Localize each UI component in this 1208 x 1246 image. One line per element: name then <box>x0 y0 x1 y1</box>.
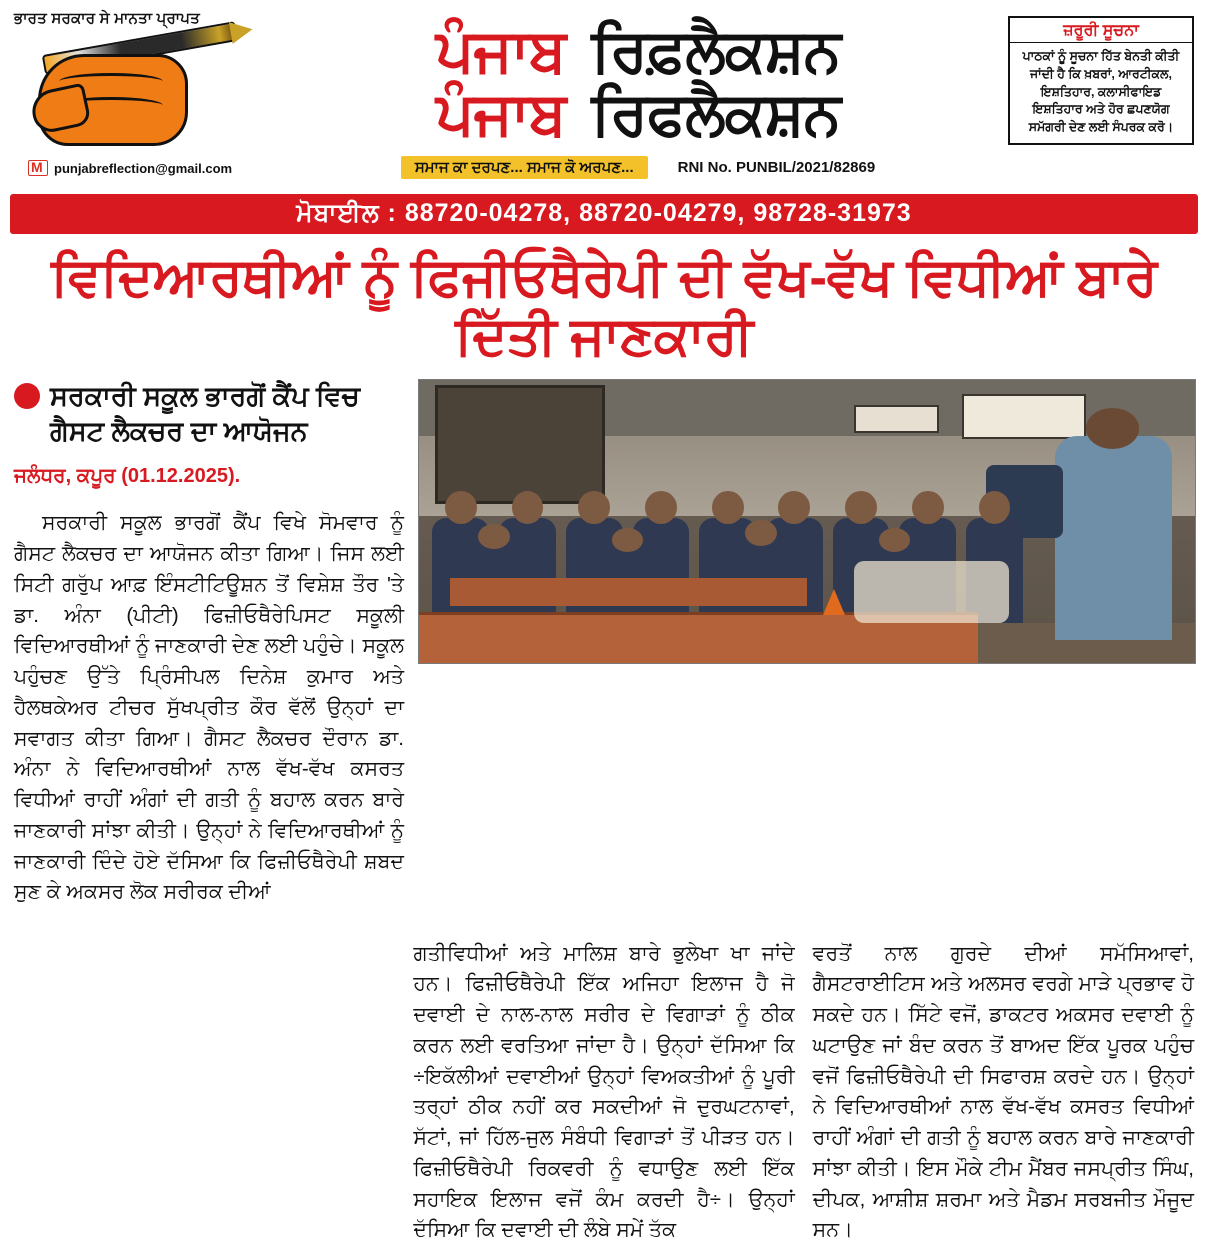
article-paragraph-1: ਸਰਕਾਰੀ ਸਕੂਲ ਭਾਰਗੋਂ ਕੈਂਪ ਵਿਖੇ ਸੋਮਵਾਰ ਨੂੰ ਗੈਸਟ ਲੈਕਚਰ ਦਾ ਆਯੋਜਨ ਕੀਤਾ ਗਿਆ। ਜਿਸ ਲਈ ਸਿਟੀ ਗਰੁੱਪ ਆਫ਼ ਇੰਸਟੀਟਿਊਸ਼ਨ ਤੋਂ ਵਿਸ਼ੇਸ਼ ਤੌਰ 'ਤੇ ਡਾ. ਅੰਨਾ (ਪੀਟੀ) ਫਿਜ਼ੀਓਥੈਰੇਪਿਸਟ ਸਕੂਲੀ ਵਿਦਿਆਰਥੀਆਂ ਨੂੰ ਜਾਣਕਾਰੀ ਦੇਣ ਲਈ ਪਹੁੰਚੇ। ਸਕੂਲ ਪਹੁੰਚਣ ਉੱਤੇ ਪ੍ਰਿੰਸੀਪਲ ਦਿਨੇਸ਼ ਕੁਮਾਰ ਅਤੇ ਹੈਲਥਕੇਅਰ ਟੀਚਰ ਸੁੱਖਪ੍ਰੀਤ ਕੌਰ ਵੱਲੋਂ ਉਨ੍ਹਾਂ ਦਾ ਸਵਾਗਤ ਕੀਤਾ ਗਿਆ। ਗੈਸਟ ਲੈਕਚਰ ਦੌਰਾਨ ਡਾ. ਅੰਨਾ ਨੇ ਵਿਦਿਆਰਥੀਆਂ ਨਾਲ ਵੱਖ-ਵੱਖ ਕਸਰਤ ਵਿਧੀਆਂ ਰਾਹੀਂ ਅੰਗਾਂ ਦੀ ਗਤੀ ਨੂੰ ਬਹਾਲ ਕਰਨ ਬਾਰੇ ਜਾਣਕਾਰੀ ਸਾਂਝਾ ਕੀਤੀ। ਉਨ੍ਹਾਂ ਨੇ ਵਿਦਿਆਰਥੀਆਂ ਨੂੰ ਜਾਣਕਾਰੀ ਦਿੰਦੇ ਹੋਏ ਦੱਸਿਆ ਕਿ ਫਿਜ਼ੀਓਥੈਰੇਪੀ ਸ਼ਬਦ ਸੁਣ ਕੇ ਅਕਸਰ ਲੋਕ ਸਰੀਰਕ ਦੀਆਂ <box>14 511 404 904</box>
mobile-contact-bar: ਮੋਬਾਈਲ : 88720-04278, 88720-04279, 98728-31973 <box>10 194 1198 234</box>
kicker-block <box>14 379 404 449</box>
therapy-props <box>854 561 1009 623</box>
paper-title-line1-red: ਪੰਜਾਬ <box>435 17 566 84</box>
govt-accreditation-text: ਭਾਰਤ ਸਰਕਾਰ ਸੇ ਮਾਨਤਾ ਪ੍ਰਾਪਤ <box>14 10 200 27</box>
notice-body: ਪਾਠਕਾਂ ਨੂੰ ਸੂਚਨਾ ਹਿੱਤ ਬੇਨਤੀ ਕੀਤੀ ਜਾਂਦੀ ਹੈ ਕਿ ਖ਼ਬਰਾਂ, ਆਰਟੀਕਲ, ਇਸ਼ਤਿਹਾਰ, ਕਲਾਸੀਫਾਇਡ ਇਸ਼ਤਿਹਾਰ ਅਤੇ ਹੋਰ ਛਪਣਯੋਗ ਸਮੱਗਰੀ ਦੇਣ ਲਈ ਸੰਪਰਕ ਕਰੋ। <box>1022 49 1180 134</box>
paper-title-line2-black: ਰਿਫਲੈਕਸ਼ਨ <box>591 79 841 147</box>
page-headline: ਵਿਦਿਆਰਥੀਆਂ ਨੂੰ ਫਿਜੀਓਥੈਰੇਪੀ ਦੀ ਵੱਖ-ਵੱਖ ਵਿਧੀਆਂ ਬਾਰੇ ਦਿੱਤੀ ਜਾਣਕਾਰੀ <box>51 248 1157 367</box>
important-notice-box <box>1008 16 1194 145</box>
paper-title-block <box>268 6 1008 179</box>
notice-title: ਜ਼ਰੂਰੀ ਸੂਚਨਾ <box>1010 18 1192 43</box>
logo-block <box>10 6 268 176</box>
article-column-3 <box>813 939 1194 1246</box>
masthead <box>0 0 1208 190</box>
article-column-2 <box>413 939 794 1246</box>
tagline: ਸਮਾਜ ਕਾ ਦਰਪਣ... ਸਮਾਜ ਕੋ ਅਰਪਣ... <box>401 156 648 179</box>
classroom-desk-back <box>450 578 807 606</box>
article-photo <box>418 379 1196 664</box>
orange-cone <box>823 589 845 615</box>
wall-chart <box>854 405 939 433</box>
article-left-column <box>14 379 404 929</box>
article-columns <box>0 929 1208 1246</box>
article-paragraph-2: ਗਤੀਵਿਧੀਆਂ ਅਤੇ ਮਾਲਿਸ਼ ਬਾਰੇ ਭੁਲੇਖਾ ਖਾ ਜਾਂਦੇ ਹਨ। ਫਿਜ਼ੀਓਥੈਰੇਪੀ ਇੱਕ ਅਜਿਹਾ ਇਲਾਜ ਹੈ ਜੋ ਦਵਾਈ ਦੇ ਨਾਲ-ਨਾਲ ਸਰੀਰ ਦੇ ਵਿਗਾੜਾਂ ਨੂੰ ਠੀਕ ਕਰਨ ਲਈ ਵਰਤਿਆ ਜਾਂਦਾ ਹੈ। ਉਨ੍ਹਾਂ ਦੱਸਿਆ ਕਿ ÷ਇਕੱਲੀਆਂ ਦਵਾਈਆਂ ਉਨ੍ਹਾਂ ਵਿਅਕਤੀਆਂ ਨੂੰ ਪੂਰੀ ਤਰ੍ਹਾਂ ਠੀਕ ਨਹੀਂ ਕਰ ਸਕਦੀਆਂ ਜੋ ਦੁਰਘਟਨਾਵਾਂ, ਸੱਟਾਂ, ਜਾਂ ਹਿੱਲ-ਜੁਲ ਸੰਬੰਧੀ ਵਿਗਾੜਾਂ ਤੋਂ ਪੀੜਤ ਹਨ। ਫਿਜ਼ੀਓਥੈਰੇਪੀ ਰਿਕਵਰੀ ਨੂੰ ਵਧਾਉਣ ਲਈ ਇੱਕ ਸਹਾਇਕ ਇਲਾਜ ਵਜੋਂ ਕੰਮ ਕਰਦੀ ਹੈ÷। ਉਨ੍ਹਾਂ ਦੱਸਿਆ ਕਿ ਦਵਾਈ ਦੀ ਲੰਬੇ ਸਮੇਂ ਤੱਕ <box>413 941 795 1242</box>
email-row[interactable] <box>28 160 268 176</box>
paper-title-line1-black: ਰਿਫ਼ਲੈਕਸ਼ਨ <box>591 17 841 84</box>
article-top-section <box>0 373 1208 929</box>
fist-and-pen-logo-icon <box>26 32 256 152</box>
rni-number: RNI No. PUNBIL/2021/82869 <box>677 158 876 176</box>
wall-notice-board <box>962 394 1086 439</box>
dateline: ਜਲੰਧਰ, ਕਪੂਰ (01.12.2025). <box>14 464 241 487</box>
kicker-text: ਸਰਕਾਰੀ ਸਕੂਲ ਭਾਰਗੋਂ ਕੈਂਪ ਵਿਚ ਗੈਸਟ ਲੈਕਚਰ ਦਾ ਆਯੋਜਨ <box>50 380 360 446</box>
paper-title-line2-red: ਪੰਜਾਬ <box>435 79 566 147</box>
email-address[interactable]: punjabreflection@gmail.com <box>54 160 233 176</box>
article-paragraph-3: ਵਰਤੋਂ ਨਾਲ ਗੁਰਦੇ ਦੀਆਂ ਸਮੱਸਿਆਵਾਂ, ਗੈਸਟਰਾਈਟਿਸ ਅਤੇ ਅਲਸਰ ਵਰਗੇ ਮਾੜੇ ਪ੍ਰਭਾਵ ਹੋ ਸਕਦੇ ਹਨ। ਸਿੱਟੇ ਵਜੋਂ, ਡਾਕਟਰ ਅਕਸਰ ਦਵਾਈ ਨੂੰ ਘਟਾਉਣ ਜਾਂ ਬੰਦ ਕਰਨ ਤੋਂ ਬਾਅਦ ਇੱਕ ਪੂਰਕ ਪਹੁੰਚ ਵਜੋਂ ਫਿਜ਼ੀਓਥੈਰੇਪੀ ਦੀ ਸਿਫਾਰਸ਼ ਕਰਦੇ ਹਨ। ਉਨ੍ਹਾਂ ਨੇ ਵਿਦਿਆਰਥੀਆਂ ਨਾਲ ਵੱਖ-ਵੱਖ ਕਸਰਤ ਵਿਧੀਆਂ ਰਾਹੀਂ ਅੰਗਾਂ ਦੀ ਗਤੀ ਨੂੰ ਬਹਾਲ ਕਰਨ ਬਾਰੇ ਜਾਣਕਾਰੀ ਸਾਂਝਾ ਕੀਤੀ। ਇਸ ਮੌਕੇ ਟੀਮ ਮੈਂਬਰ ਜਸਪ੍ਰੀਤ ਸਿੰਘ, ਦੀਪਕ, ਆਸ਼ੀਸ਼ ਸ਼ਰਮਾ ਅਤੇ ਮੈਡਮ ਸਰਬਜੀਤ ਮੌਜੂਦ ਸਨ। <box>812 941 1194 1242</box>
gmail-icon <box>28 160 48 176</box>
bullet-icon <box>14 383 40 409</box>
article-column-1 <box>14 939 395 1246</box>
